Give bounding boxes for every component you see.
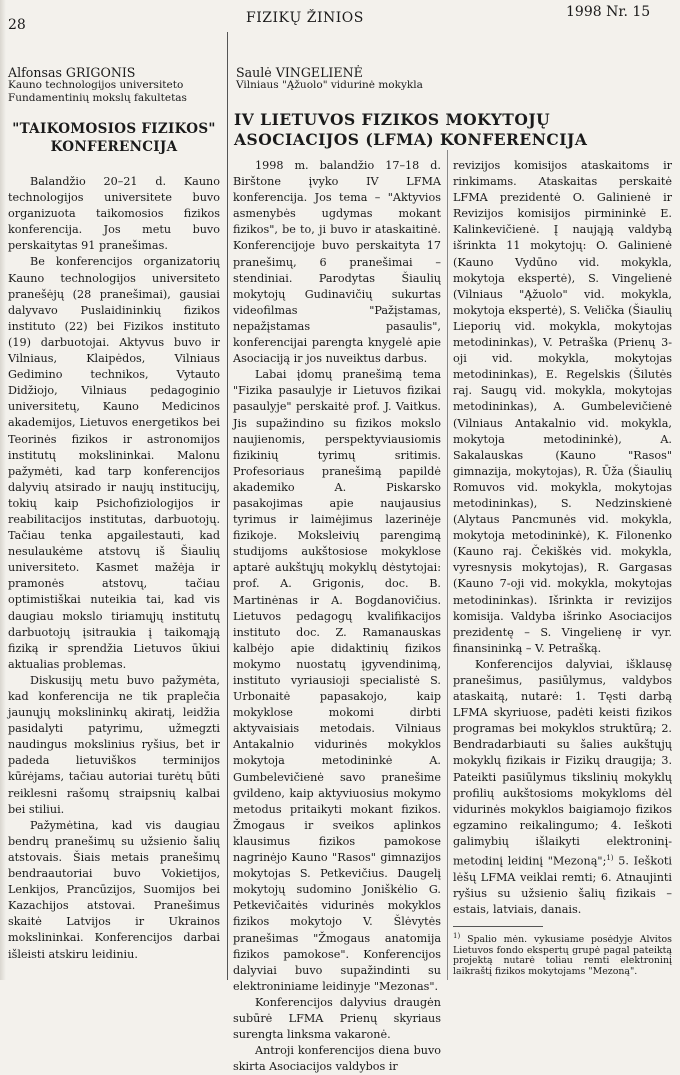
paragraph: Be konferencijos organizatorių Kauno technologijos universiteto pranešėjų (28 pranešimai), gausiai dalyvavo Puslaidininkių fizikos instituto (22) bei Fizikos instituto (19) darbuotojai. Aktyvus buvo ir Vilniaus, Klaipėdos, Vilniaus Gedimino technikos, Vytauto Didžiojo, Vilniaus pedagoginio universitetų, Kauno Medicinos akademijos, Lietuvos energetikos bei Teorinės fizikos ir astronomijos institutų mokslininkai. Malonu pažymėti, kad tarp konferencijos dalyvių atsirado ir naujų institucijų, tokių kaip Psichofiziologijos ir reabilitacijos institutas, darbuotojų. Tačiau tenka apgailestauti, kad nesulaukėme atstovų iš Šiaulių universiteto. Kasmet mažėja ir pramonės atstovų, tačiau optimistiškai nuteikia tai, kad vis daugiau mokslo tiriamųjų institutų darbuotojų įsitraukia į taikomąją fiziką ir sprendžia Lietuvos ūkiui aktualias problemas. [8,255,220,671]
paragraph-text: Konferencijos dalyviai, išklausę pranešimus, pasiūlymus, valdybos ataskaitą, nutarė: 1. Tęsti darbą LFMA skyriuose, padėti keisti fizikos programas bei mokyklos struktūrą; 2. Bendradarbiauti su šalies aukštųjų mokyklų fizikais ir Fizikų draugija; 3. Pateikti pasiūlymus tikslinių mokyklų profilių aukštosioms mokykloms dėl vidurinės mokyklos baigiamojo fizikos egzamino reikalingumo; 4. Ieškoti galimybių išlaikyti elektroninį-metodinį leidinį "Mezoną"; [453,657,672,868]
article-author: Saulė VINGELIENĖ [236,65,363,80]
left-article [8,66,220,963]
author-affiliation: Vilniaus "Ąžuolo" vidurinė mokykla [236,79,423,91]
author-affiliation: Kauno technologijos universiteto [8,79,184,91]
footnote-marker: 1) [453,932,461,941]
article-body [8,174,220,963]
paragraph: Pažymėtina, kad vis daugiau bendrų pranešimų su užsienio šalių atstovais. Šiais metais pranešimų bendraautoriai buvo Vokietijos, Lenkijos, Prancūzijos, Suomijos bei Kazachijos atstovai. Pranešimus skaitė Latvijos ir Ukrainos mokslininkai. Konferencijos darbai išleisti atskiru leidiniu. [8,818,220,961]
article-title-line: "TAIKOMOSIOS FIZIKOS" [12,121,216,137]
article-title-line: ASOCIACIJOS (LFMA) KONFERENCIJA [234,130,588,149]
paragraph: Labai įdomų pranešimą tema "Fizika pasaulyje ir Lietuvos fizikai pasaulyje" perskaitė prof. J. Vaitkus. Jis supažindino su fizikos mokslo naujienomis, perspektyviausiomis fizikinių tyrimų sritimis. Profesoriaus pranešimą papildė akademiko A. Piskarsko pasakojimas apie naujausius tyrimus ir laimėjimus lazerinėje fizikoje. Moksleivių parengimą studijoms aukštosiose mokyklose aptarė aukštųjų mokyklų dėstytojai: prof. A. Grigonis, doc. B. Martinėnas ir A. Bogdanovičius. Lietuvos pedagogų kvalifikacijos instituto doc. Z. Ramanauskas kalbėjo apie didaktinių fizikos mokymo nuostatų įgyvendinimą, instituto vyriausioji specialistė S. Urbonaitė papasakojo, kaip mokyklose mokomi dirbti aktyvaisiais metodais. Vilniaus Antakalnio vidurinės mokyklos mokytoja metodininkė A. Gumbelevičienė savo pranešime gvildeno, kaip aktyviuosius mokymo metodus pritaikyti mokant fizikos. Žmogaus ir sveikos aplinkos klausimus fizikos pamokose nagrinėjo Kauno "Rasos" gimnazijos mokytojas S. Petkevičius. Daugelį mokytojų sudomino Joniškėlio G. Petkevičaitės vidurinės mokyklos fizikos mokytojo V. Šlėvytės pranešimas "Žmogaus anatomija fizikos pamokose". Konferencijos dalyviai buvo supažindinti su elektroniniame leidinyje "Mezonas". [233,368,441,993]
footnote-text: Spalio mėn. vykusiame posėdyje Alvitos Lietuvos fondo ekspertų grupė pagal pateiktą projektą nutarė toliau remti elektroninį laikraštį fizikos mokytojams "Mezoną". [453,934,672,977]
issue-number: 1998 Nr. 15 [566,4,651,20]
article-title [234,110,676,150]
article-column [233,158,441,1075]
article-author: Alfonsas GRIGONIS [8,65,136,80]
footnote [453,931,672,977]
column-divider [447,150,448,980]
footnote-ref: 1) [606,854,614,863]
article-title-line: IV LIETUVOS FIZIKOS MOKYTOJŲ [234,110,551,129]
paragraph: Antroji konferencijos diena buvo skirta Asociacijos valdybos ir [233,1044,441,1074]
article-title-line: KONFERENCIJA [50,139,178,155]
article-title [8,120,220,156]
article-column [453,158,672,977]
paragraph: Konferencijos dalyvius draugėn subūrė LFMA Prienų skyriaus surengta linksma vakaronė. [233,995,441,1042]
paragraph [453,657,672,918]
page-edge-shadow [0,0,6,980]
paragraph: Balandžio 20–21 d. Kauno technologijos universitete buvo organizuota taikomosios fizikos konferencija. Jos metu buvo perskaitytas 91 pranešimas. [8,175,220,253]
author-affiliation: Fundamentinių mokslų fakultetas [8,92,187,104]
paragraph: revizijos komisijos ataskaitoms ir rinkimams. Ataskaitas perskaitė LFMA prezidentė O. Galinienė ir Revizijos komisijos pirmininkė E. Kalinkevičienė. Į naująją valdybą išrinkta 11 mokytojų: O. Galinienė (Kauno Vydūno vid. mokykla, mokytoja ekspertė), S. Vingelienė (Vilniaus "Ąžuolo" vid. mokykla, mokytoja ekspertė), S. Velička (Šiaulių Lieporių vid. mokykla, mokytojas metodininkas), V. Petraška (Prienų 3-oji vid. mokykla, mokytojas metodininkas), E. Regelskis (Šilutės raj. Saugų vid. mokykla, mokytojas metodininkas), A. Gumbelevičienė (Vilniaus Antakalnio vid. mokykla, mokytoja metodininkė), A. Sakalauskas (Kauno "Rasos" gimnazija, mokytojas), R. Ūža (Šiaulių Romuvos vid. mokykla, mokytojas metodininkas), S. Nedzinskienė (Alytaus Pancmunės vid. mokykla, mokytoja metodininkė), K. Filonenko (Kauno raj. Čekiškės vid. mokykla, vyresnysis mokytojas), R. Gargasas (Kauno 7-oji vid. mokykla, mokytojas metodininkas). Išrinkta ir revizijos komisija. Valdyba išrinko Asociacijos prezidentę – S. Vingelienę ir vyr. finansininką – V. Petrašką. [453,159,672,655]
paragraph: 1998 m. balandžio 17–18 d. Birštone įvyko IV LFMA konferencija. Jos tema – "Aktyvios asmenybės ugdymas mokant fizikos", be to, ji buvo ir ataskaitinė. Konferencijoje buvo perskaityta 17 pranešimų, 6 pranešimai – stendiniai. Parodytas Šiaulių mokytojų Gudinavičių sukurtas videofilmas "Pažįstamas, nepažįstamas pasaulis", konferencijai parengta knygelė apie Asociaciją ir jos nuveiktus darbus. [233,159,441,366]
paragraph-text: 5. Ieškoti lėšų LFMA veiklai remti; 6. Atnaujinti ryšius su užsienio šalių fizikais – estais, latviais, danais. [453,854,672,917]
footnote-separator [453,926,543,927]
journal-title: FIZIKŲ ŽINIOS [246,10,364,26]
column-divider [227,32,228,980]
right-article-byline [236,66,456,92]
page-header [0,0,680,32]
page-number: 28 [8,17,26,33]
paragraph: Diskusijų metu buvo pažymėta, kad konferencija ne tik praplečia jaunųjų mokslininkų akiratį, leidžia pasidalyti patyrimu, užmegzti naudingus mokslinius ryšius, bet ir padeda lietuviškos terminijos kūrėjams, tačiau autoriai turėtų būti reiklesni rašomų straipsnių kalbai bei stiliui. [8,673,220,816]
